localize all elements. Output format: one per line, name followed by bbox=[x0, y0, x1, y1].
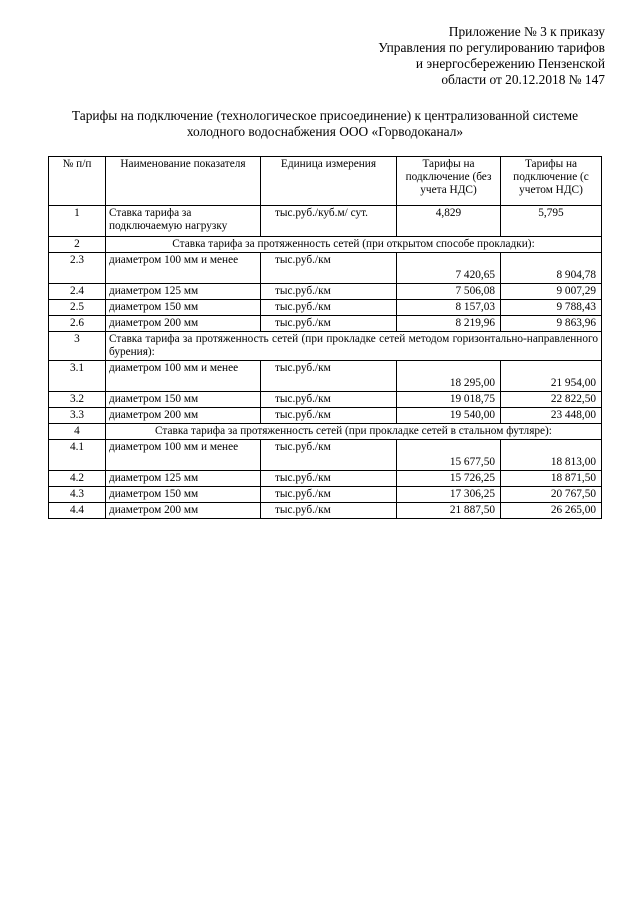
row-num: 3.3 bbox=[49, 408, 106, 424]
row-no-vat: 17 306,25 bbox=[397, 487, 501, 503]
section-title: Ставка тарифа за протяженность сетей (при прокладке сетей в стальном футляре): bbox=[106, 424, 602, 440]
title-line: холодного водоснабжения ООО «Горводоканал» bbox=[186, 124, 464, 139]
row-with-vat: 26 265,00 bbox=[501, 503, 602, 519]
row-name: диаметром 100 мм и менее bbox=[106, 440, 261, 471]
appendix-reference bbox=[378, 24, 605, 88]
row-name: диаметром 200 мм bbox=[106, 503, 261, 519]
table-header-row bbox=[49, 157, 602, 206]
row-with-vat: 18 871,50 bbox=[501, 471, 602, 487]
row-num: 2.6 bbox=[49, 316, 106, 332]
row-name: диаметром 200 мм bbox=[106, 408, 261, 424]
row-with-vat: 22 822,50 bbox=[501, 392, 602, 408]
section-num: 4 bbox=[49, 424, 106, 440]
row-unit: тыс.руб./куб.м/ сут. bbox=[261, 206, 397, 237]
row-unit: тыс.руб./км bbox=[261, 392, 397, 408]
row-no-vat: 19 018,75 bbox=[397, 392, 501, 408]
row-name: диаметром 125 мм bbox=[106, 471, 261, 487]
row-num: 4.4 bbox=[49, 503, 106, 519]
row-num: 4.3 bbox=[49, 487, 106, 503]
row-num: 4.1 bbox=[49, 440, 106, 471]
header-with-vat: Тарифы на подключение (с учетом НДС) bbox=[501, 157, 602, 206]
row-unit: тыс.руб./км bbox=[261, 284, 397, 300]
row-num: 3.2 bbox=[49, 392, 106, 408]
row-name: диаметром 100 мм и менее bbox=[106, 361, 261, 392]
row-with-vat: 21 954,00 bbox=[501, 361, 602, 392]
row-with-vat: 18 813,00 bbox=[501, 440, 602, 471]
header-name: Наименование показателя bbox=[106, 157, 261, 206]
row-no-vat: 19 540,00 bbox=[397, 408, 501, 424]
appendix-line: области от 20.12.2018 № 147 bbox=[441, 72, 605, 87]
row-unit: тыс.руб./км bbox=[261, 471, 397, 487]
row-num: 2.3 bbox=[49, 253, 106, 284]
row-name: диаметром 200 мм bbox=[106, 316, 261, 332]
row-with-vat: 20 767,50 bbox=[501, 487, 602, 503]
section-title: Ставка тарифа за протяженность сетей (при открытом способе прокладки): bbox=[106, 237, 602, 253]
header-unit: Единица измерения bbox=[261, 157, 397, 206]
row-name: диаметром 150 мм bbox=[106, 392, 261, 408]
row-no-vat: 7 506,08 bbox=[397, 284, 501, 300]
row-unit: тыс.руб./км bbox=[261, 440, 397, 471]
row-no-vat: 15 726,25 bbox=[397, 471, 501, 487]
section-row bbox=[49, 424, 602, 440]
row-num: 2.5 bbox=[49, 300, 106, 316]
row-with-vat: 9 007,29 bbox=[501, 284, 602, 300]
row-name: диаметром 150 мм bbox=[106, 300, 261, 316]
table-row bbox=[49, 471, 602, 487]
table-row bbox=[49, 440, 602, 471]
table-row bbox=[49, 408, 602, 424]
row-no-vat: 7 420,65 bbox=[397, 253, 501, 284]
row-num: 4.2 bbox=[49, 471, 106, 487]
row-name: Ставка тарифа за подключаемую нагрузку bbox=[106, 206, 261, 237]
row-num: 2.4 bbox=[49, 284, 106, 300]
row-unit: тыс.руб./км bbox=[261, 503, 397, 519]
row-no-vat: 8 219,96 bbox=[397, 316, 501, 332]
row-unit: тыс.руб./км bbox=[261, 361, 397, 392]
row-no-vat: 4,829 bbox=[397, 206, 501, 237]
row-no-vat: 8 157,03 bbox=[397, 300, 501, 316]
table-row bbox=[49, 300, 602, 316]
table-row bbox=[49, 253, 602, 284]
table-row bbox=[49, 503, 602, 519]
row-num: 1 bbox=[49, 206, 106, 237]
appendix-line: и энергосбережению Пензенской bbox=[415, 56, 605, 71]
table-row bbox=[49, 392, 602, 408]
section-row bbox=[49, 237, 602, 253]
row-unit: тыс.руб./км bbox=[261, 408, 397, 424]
row-unit: тыс.руб./км bbox=[261, 253, 397, 284]
row-unit: тыс.руб./км bbox=[261, 300, 397, 316]
appendix-line: Управления по регулированию тарифов bbox=[378, 40, 605, 55]
row-name: диаметром 125 мм bbox=[106, 284, 261, 300]
row-with-vat: 8 904,78 bbox=[501, 253, 602, 284]
section-row bbox=[49, 332, 602, 361]
document-title bbox=[40, 108, 610, 140]
section-title: Ставка тарифа за протяженность сетей (при прокладке сетей методом горизонтально-направленного бурения): bbox=[106, 332, 602, 361]
table-row bbox=[49, 284, 602, 300]
title-line: Тарифы на подключение (технологическое присоединение) к централизованной системе bbox=[71, 108, 579, 123]
table-row bbox=[49, 361, 602, 392]
table-row bbox=[49, 316, 602, 332]
row-unit: тыс.руб./км bbox=[261, 316, 397, 332]
row-num: 3.1 bbox=[49, 361, 106, 392]
row-name: диаметром 100 мм и менее bbox=[106, 253, 261, 284]
row-with-vat: 23 448,00 bbox=[501, 408, 602, 424]
row-no-vat: 18 295,00 bbox=[397, 361, 501, 392]
section-num: 2 bbox=[49, 237, 106, 253]
row-with-vat: 9 788,43 bbox=[501, 300, 602, 316]
row-with-vat: 5,795 bbox=[501, 206, 602, 237]
row-with-vat: 9 863,96 bbox=[501, 316, 602, 332]
appendix-line: Приложение № 3 к приказу bbox=[448, 24, 605, 39]
tariff-table bbox=[48, 156, 602, 519]
row-no-vat: 21 887,50 bbox=[397, 503, 501, 519]
row-unit: тыс.руб./км bbox=[261, 487, 397, 503]
section-num: 3 bbox=[49, 332, 106, 361]
row-name: диаметром 150 мм bbox=[106, 487, 261, 503]
header-num: № п/п bbox=[49, 157, 106, 206]
table-row bbox=[49, 487, 602, 503]
row-no-vat: 15 677,50 bbox=[397, 440, 501, 471]
header-no-vat: Тарифы на подключение (без учета НДС) bbox=[397, 157, 501, 206]
table-row bbox=[49, 206, 602, 237]
